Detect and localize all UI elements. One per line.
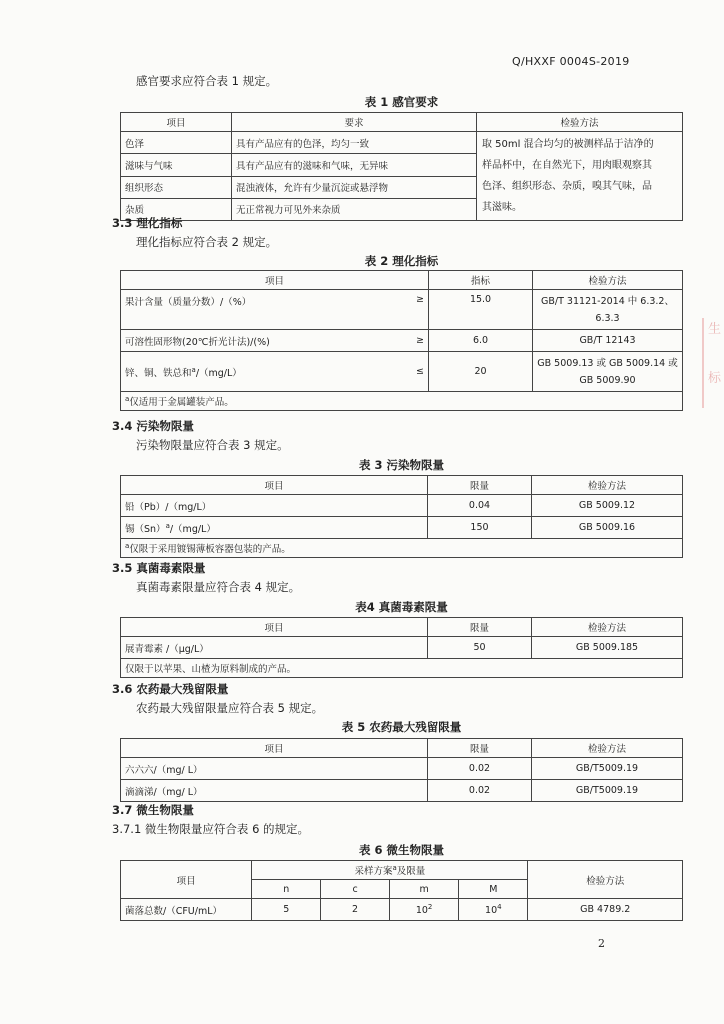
table6-c: 2: [321, 899, 390, 921]
table3-item: 铅（Pb）/（mg/L）: [121, 495, 428, 517]
table3-footnote: [121, 539, 683, 558]
table1-cell: 具有产品应有的色泽，均匀一致: [232, 132, 477, 154]
plan-header-text: 采样方案: [354, 866, 393, 877]
table2-header: 项目: [121, 271, 429, 290]
table4-header: 检验方法: [532, 618, 683, 637]
table6-M: [459, 899, 528, 921]
table2-footnote: [121, 392, 683, 411]
method-line: GB 5009.13 或 GB 5009.14 或: [537, 357, 678, 369]
footnote-marker: a: [125, 541, 130, 550]
table2-operator: ≥: [400, 290, 429, 330]
table2-method: [533, 290, 683, 330]
document-number: Q/HXXF 0004S-2019: [512, 55, 630, 68]
section-3-7-1-text: 3.7.1 微生物限量应符合表 6 的规定。: [112, 822, 310, 836]
table1-cell: 具有产品应有的滋味和气味，无异味: [232, 154, 477, 176]
table3-header: 限量: [428, 476, 532, 495]
table1-header: 要求: [232, 113, 477, 132]
method-line: GB 5009.90: [579, 374, 636, 386]
table5-method: GB/T5009.19: [532, 758, 683, 780]
section-3-6-title: 3.6 农药最大残留限量: [112, 682, 229, 696]
table3-method: GB 5009.12: [532, 495, 683, 517]
table6-n: 5: [252, 899, 321, 921]
table5-header: 限量: [428, 739, 532, 758]
table3-header: 检验方法: [532, 476, 683, 495]
table6-subheader: c: [321, 880, 390, 899]
table3-header: 项目: [121, 476, 428, 495]
table1-header: 检验方法: [477, 113, 683, 132]
table3-caption: 表 3 污染物限量: [358, 458, 444, 472]
table2-item: 果汁含量（质量分数）/（%）: [121, 290, 401, 330]
power-exponent: 4: [497, 902, 502, 911]
table6-subheader: m: [389, 880, 458, 899]
table4-footnote: 仅限于以苹果、山楂为原料制成的产品。: [121, 659, 683, 678]
table6-subheader: n: [252, 880, 321, 899]
table5-caption: 表 5 农药最大残留限量: [341, 720, 462, 734]
method-line: 其滋味。: [482, 202, 522, 213]
footnote-text: 仅适用于金属罐装产品。: [129, 397, 234, 408]
table4-header: 限量: [428, 618, 532, 637]
table1-method-cell: [477, 132, 683, 221]
method-line: 6.3.3: [595, 312, 620, 324]
table6-method: GB 4789.2: [528, 899, 683, 921]
table6-caption: 表 6 微生物限量: [358, 843, 444, 857]
table4-limit: 50: [428, 637, 532, 659]
table5-item: 六六六/（mg/ L）: [121, 758, 428, 780]
table5-pesticides: [120, 738, 683, 802]
table2-physicochemical: [120, 270, 683, 411]
section-3-5-text: 真菌毒素限量应符合表 4 规定。: [136, 580, 301, 594]
table5-header: 检验方法: [532, 739, 683, 758]
power-base: 10: [485, 905, 498, 917]
table2-value: 6.0: [429, 330, 533, 352]
method-line: 取 50ml 混合均匀的被测样品于洁净的: [482, 139, 654, 150]
table1-cell: 无正常视力可见外来杂质: [232, 198, 477, 220]
section-3-3-title: 3.3 理化指标: [112, 216, 183, 230]
table5-method: GB/T5009.19: [532, 780, 683, 802]
table2-value: 20: [429, 352, 533, 392]
stamp-char: 生: [708, 322, 722, 337]
table5-header: 项目: [121, 739, 428, 758]
table6-microbiological: [120, 860, 683, 921]
table1-header: 项目: [121, 113, 232, 132]
table4-item: 展青霉素 /（μg/L）: [121, 637, 428, 659]
item-name: 锌、铜、铁总和: [125, 367, 192, 379]
footnote-marker: a: [392, 863, 397, 872]
table2-item: [121, 352, 401, 392]
table6-header-item: 项目: [121, 861, 252, 899]
table6-item: 菌落总数/（CFU/mL）: [121, 899, 252, 921]
table1-caption: 表 1 感官要求: [364, 95, 439, 109]
section-3-7-title: 3.7 微生物限量: [112, 803, 194, 817]
table5-limit: 0.02: [428, 758, 532, 780]
table2-method: [533, 352, 683, 392]
table2-header: 检验方法: [533, 271, 683, 290]
item-unit: /（mg/L）: [169, 523, 216, 535]
method-line: GB/T 31121-2014 中 6.3.2、: [541, 295, 674, 307]
table2-operator: ≥: [400, 330, 429, 352]
page-number: 2: [598, 937, 605, 950]
footnote-marker: a: [125, 394, 130, 403]
section-3-3-text: 理化指标应符合表 2 规定。: [136, 235, 278, 249]
plan-header-tail: 及限量: [396, 866, 426, 877]
footnote-text: 仅限于采用镀锡薄板容器包装的产品。: [129, 544, 291, 555]
table3-limit: 150: [428, 517, 532, 539]
table6-m: [389, 899, 458, 921]
table2-item: 可溶性固形物(20℃折光计法)/(%): [121, 330, 401, 352]
footnote-marker: a: [191, 365, 196, 374]
table6-header-plan: [252, 861, 528, 880]
section-3-4-text: 污染物限量应符合表 3 规定。: [136, 438, 289, 452]
table1-cell: 组织形态: [121, 176, 232, 198]
table6-header-method: 检验方法: [528, 861, 683, 899]
sensory-intro: 感官要求应符合表 1 规定。: [136, 74, 278, 88]
table4-mycotoxins: [120, 617, 683, 678]
power-base: 10: [415, 905, 428, 917]
table2-header: 指标: [429, 271, 533, 290]
table5-limit: 0.02: [428, 780, 532, 802]
table6-subheader: M: [459, 880, 528, 899]
method-line: 样品杯中，在自然光下，用肉眼观察其: [482, 160, 652, 171]
section-3-6-text: 农药最大残留限量应符合表 5 规定。: [136, 701, 324, 715]
table1-cell: 滋味与气味: [121, 154, 232, 176]
stamp-char: 标: [708, 371, 722, 386]
power-exponent: 2: [427, 902, 433, 911]
table1-cell: 色泽: [121, 132, 232, 154]
table1-sensory: [120, 112, 683, 221]
table4-method: GB 5009.185: [532, 637, 683, 659]
method-line: 色泽、组织形态、杂质，嗅其气味，品: [482, 181, 652, 192]
table2-method: GB/T 12143: [533, 330, 683, 352]
item-unit: /（mg/L）: [195, 367, 242, 379]
table4-header: 项目: [121, 618, 428, 637]
table5-item: 滴滴涕/（mg/ L）: [121, 780, 428, 802]
item-name: 锡（Sn）: [125, 523, 166, 535]
table3-method: GB 5009.16: [532, 517, 683, 539]
table3-contaminants: [120, 475, 683, 558]
table1-cell: 混浊液体，允许有少量沉淀或悬浮物: [232, 176, 477, 198]
table3-limit: 0.04: [428, 495, 532, 517]
table2-value: 15.0: [429, 290, 533, 330]
red-stamp-fragment: [702, 318, 724, 408]
table4-caption: 表4 真菌毒素限量: [355, 600, 448, 614]
table2-operator: ≤: [400, 352, 429, 392]
footnote-marker: a: [165, 521, 170, 530]
table1-cell: 杂质: [121, 198, 232, 220]
table3-item: [121, 517, 428, 539]
section-3-5-title: 3.5 真菌毒素限量: [112, 561, 206, 575]
section-3-4-title: 3.4 污染物限量: [112, 419, 194, 433]
table2-caption: 表 2 理化指标: [364, 254, 439, 268]
